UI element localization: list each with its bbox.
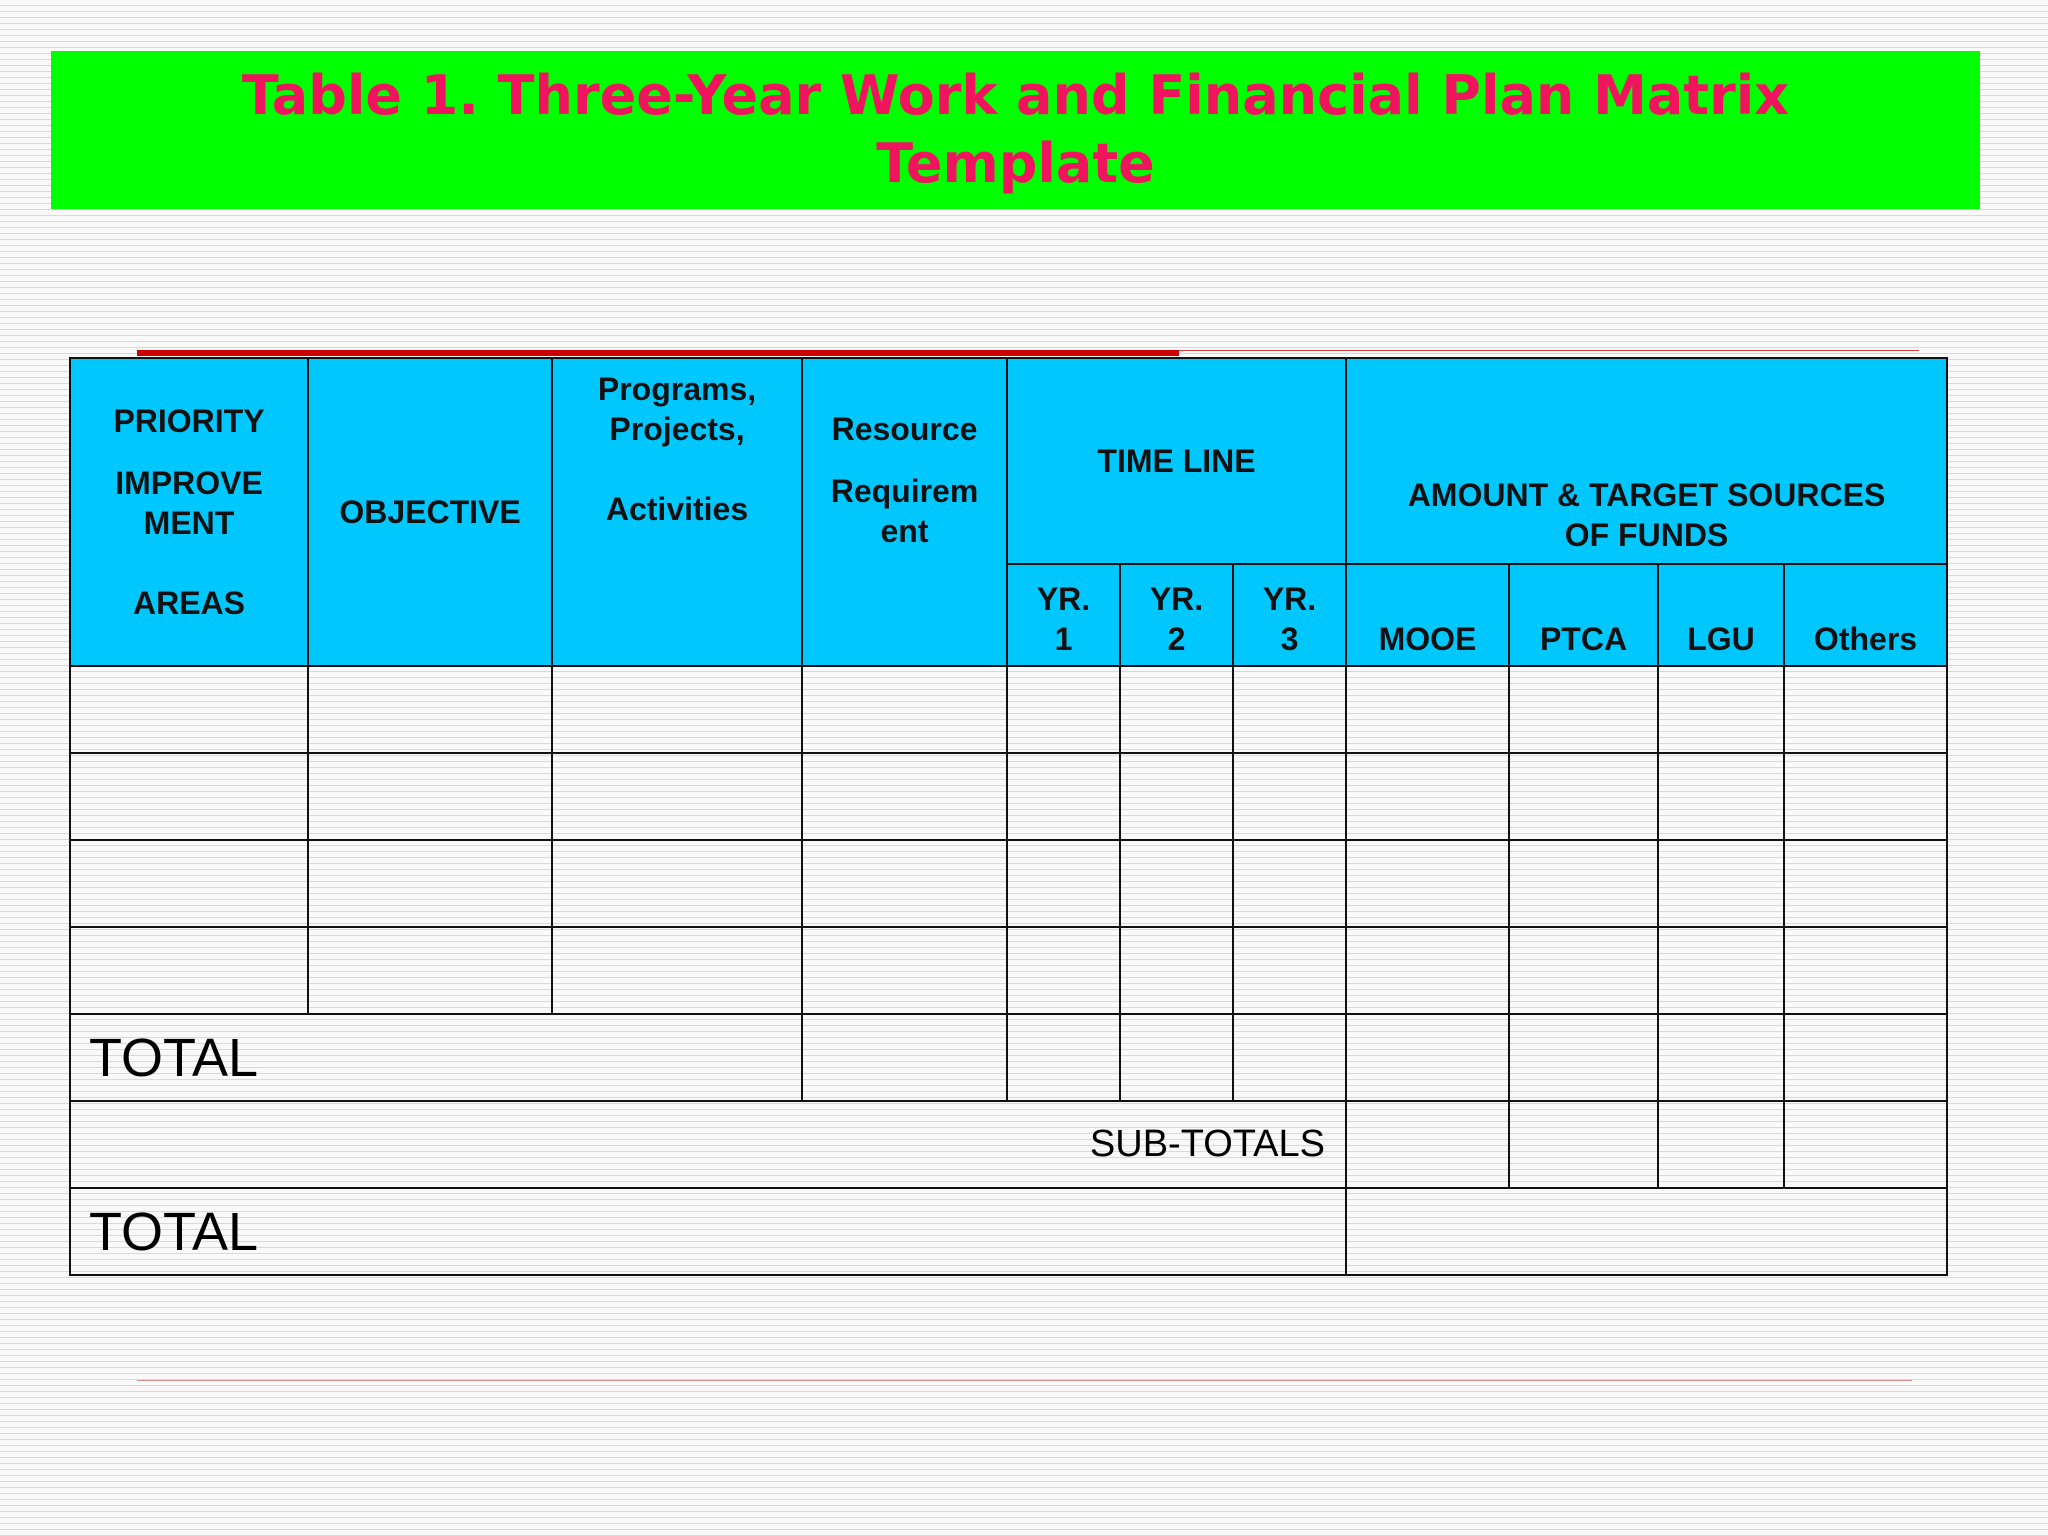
table-cell[interactable] [1658,840,1784,927]
header-resource-line2: Requirem [830,473,979,509]
table-row [70,753,1947,840]
grand-total-cell[interactable] [1346,1188,1947,1275]
subtotal-mooe-cell[interactable] [1346,1101,1509,1188]
table-row [70,840,1947,927]
table-cell[interactable] [1120,753,1233,840]
header-priority-line4: AREAS [132,585,245,621]
page-title [136,62,1896,198]
header-lgu: LGU [1658,564,1784,666]
table-cell[interactable] [308,666,552,753]
header-others: Others [1784,564,1947,666]
table-cell[interactable] [70,927,308,1014]
table-cell[interactable] [1346,666,1509,753]
header-priority-improvement-areas [70,358,308,666]
table-cell[interactable] [1007,927,1120,1014]
table-cell[interactable] [1007,753,1120,840]
header-resource-requirement [802,358,1007,666]
total-year1-cell[interactable] [1007,1014,1120,1101]
header-ppa-line1: Programs, [597,371,757,407]
table-cell[interactable] [1509,840,1658,927]
title-line-1: Table 1. Three-Year Work and Financial Plan Matrix [241,64,1790,127]
table-cell[interactable] [1509,753,1658,840]
header-priority-line2: IMPROVE [115,465,263,501]
header-objective: OBJECTIVE [308,358,552,666]
work-financial-plan-table [69,357,1948,1276]
table-cell[interactable] [308,753,552,840]
table-cell[interactable] [1346,753,1509,840]
header-programs-projects-activities [552,358,802,666]
table-cell[interactable] [1658,753,1784,840]
total-resource-cell[interactable] [802,1014,1007,1101]
table-cell[interactable] [70,753,308,840]
accent-line-bottom [137,1380,1912,1381]
table-cell[interactable] [1233,753,1346,840]
title-line-2: Template [876,132,1155,195]
table-cell[interactable] [1346,927,1509,1014]
table-cell[interactable] [1509,666,1658,753]
table-cell[interactable] [552,666,802,753]
table-cell[interactable] [1233,666,1346,753]
table-cell[interactable] [1784,1014,1947,1101]
subtotals-label: SUB-TOTALS [70,1101,1346,1188]
table-cell[interactable] [552,840,802,927]
header-mooe: MOOE [1346,564,1509,666]
table-cell[interactable] [308,927,552,1014]
header-funds-line2: OF FUNDS [1564,517,1729,553]
table-cell[interactable] [802,753,1007,840]
table-cell[interactable] [1658,1014,1784,1101]
table-cell[interactable] [552,927,802,1014]
total-label: TOTAL [70,1014,802,1101]
table-cell[interactable] [1120,840,1233,927]
table-cell[interactable] [1509,1014,1658,1101]
header-time-line: TIME LINE [1007,358,1346,564]
title-banner [51,51,1980,209]
table-cell[interactable] [308,840,552,927]
header-ptca: PTCA [1509,564,1658,666]
header-year-1: YR. 1 [1007,564,1120,666]
subtotal-others-cell[interactable] [1784,1101,1947,1188]
total-row [70,1014,1947,1101]
table-cell[interactable] [1120,666,1233,753]
table-cell[interactable] [70,840,308,927]
table-cell[interactable] [1233,927,1346,1014]
table-cell[interactable] [1658,927,1784,1014]
header-amount-target-sources [1346,358,1947,564]
accent-line-thin [1179,350,1919,351]
header-ppa-line3: Activities [605,491,749,527]
table-cell[interactable] [802,666,1007,753]
header-priority-line3: MENT [143,505,235,541]
total-year2-cell[interactable] [1120,1014,1233,1101]
table-cell[interactable] [1007,666,1120,753]
table-cell[interactable] [1784,927,1947,1014]
table-row [70,666,1947,753]
table-cell[interactable] [1784,753,1947,840]
table-cell[interactable] [1007,840,1120,927]
subtotals-row [70,1101,1947,1188]
header-funds-line1: AMOUNT & TARGET SOURCES [1407,477,1886,513]
subtotal-lgu-cell[interactable] [1658,1101,1784,1188]
table-cell[interactable] [70,666,308,753]
table-cell[interactable] [1784,666,1947,753]
header-priority-line1: PRIORITY [113,403,265,439]
table-cell[interactable] [1509,927,1658,1014]
header-year-3: YR. 3 [1233,564,1346,666]
header-resource-line3: ent [880,513,929,549]
header-resource-line1: Resource [831,411,978,447]
table-cell[interactable] [1784,840,1947,927]
table-cell[interactable] [802,840,1007,927]
table-cell[interactable] [802,927,1007,1014]
table-cell[interactable] [1346,840,1509,927]
table-cell[interactable] [1120,927,1233,1014]
header-ppa-line2: Projects, [609,411,745,447]
subtotal-ptca-cell[interactable] [1509,1101,1658,1188]
header-year-2: YR. 2 [1120,564,1233,666]
total-year3-cell[interactable] [1233,1014,1346,1101]
table-cell[interactable] [1658,666,1784,753]
grand-total-row [70,1188,1947,1275]
grand-total-label: TOTAL [70,1188,1346,1275]
table-row [70,927,1947,1014]
table-cell[interactable] [1346,1014,1509,1101]
table-cell[interactable] [552,753,802,840]
accent-line-red [137,350,1179,356]
table-cell[interactable] [1233,840,1346,927]
